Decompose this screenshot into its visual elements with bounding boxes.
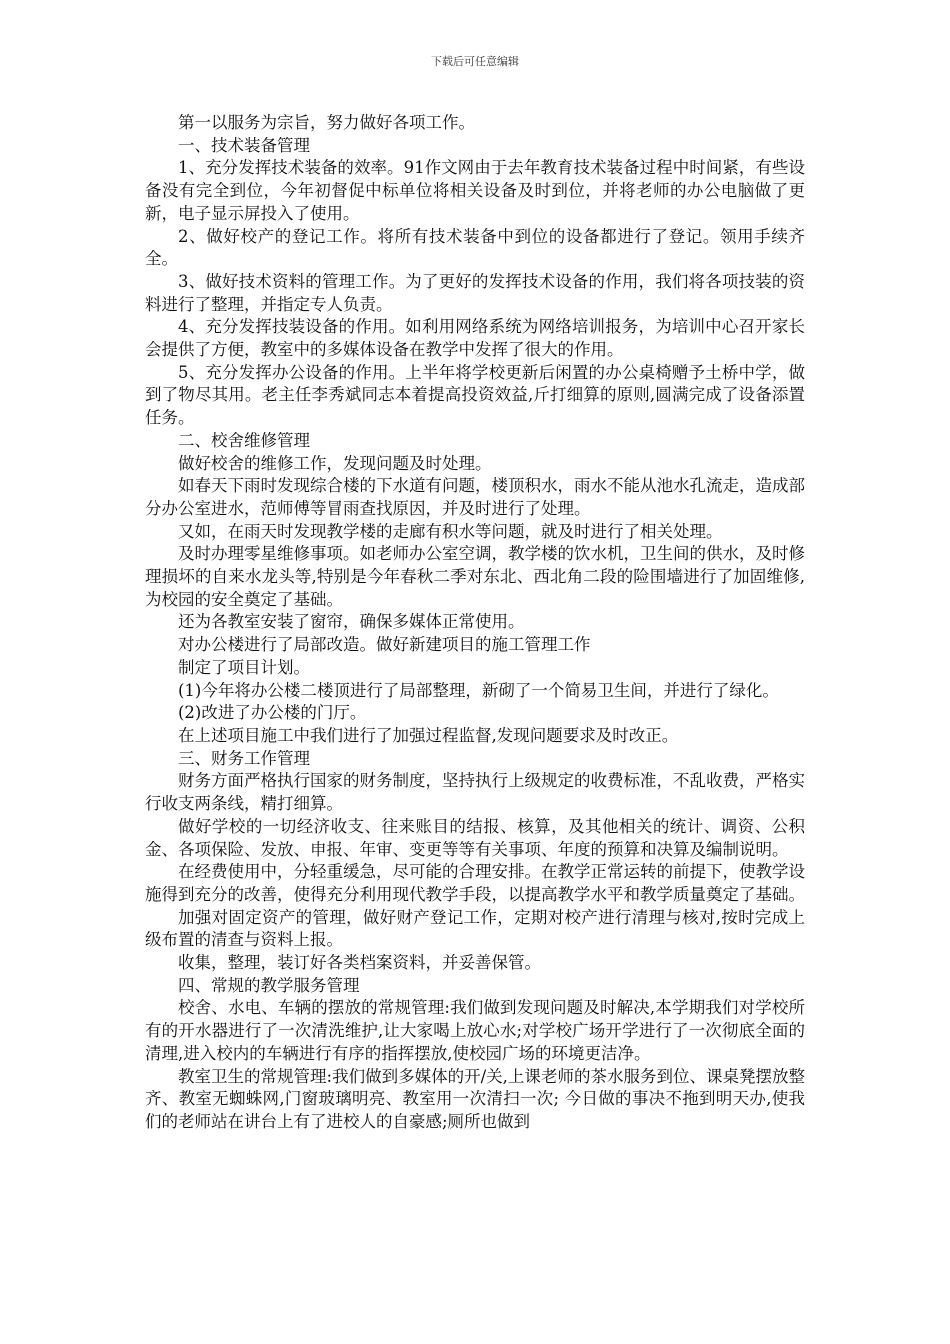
paragraph: 2、做好校产的登记工作。将所有技术装备中到位的设备都进行了登记。领用手续齐全。 bbox=[145, 226, 805, 269]
paragraph: 收集，整理，装订好各类档案资料，并妥善保管。 bbox=[178, 953, 541, 973]
section-heading: 二、校舍维修管理 bbox=[178, 430, 310, 450]
paragraph: (2)改进了办公楼的门厅。 bbox=[178, 703, 367, 723]
paragraph: 又如，在雨天时发现教学楼的走廊有积水等问题，就及时进行了相关处理。 bbox=[178, 521, 723, 541]
document-body bbox=[145, 112, 805, 1134]
paragraph: 4、充分发挥技装设备的作用。如利用网络系统为网络培训报务，为培训中心召开家长会提供了方便，教室中的多媒体设备在教学中发挥了很大的作用。 bbox=[145, 317, 805, 360]
paragraph: 加强对固定资产的管理，做好财产登记工作，定期对校产进行清理与核对,按时完成上级布置的清查与资料上报。 bbox=[145, 907, 805, 950]
page-header: 下载后可任意编辑 bbox=[431, 55, 519, 68]
paragraph: 在上述项目施工中我们进行了加强过程监督,发现问题要求及时改正。 bbox=[178, 725, 679, 745]
paragraph: 及时办理零星维修事项。如老师办公室空调，教学楼的饮水机，卫生间的供水，及时修理损坏的自来水龙头等,特别是今年春秋二季对东北、西北角二段的险围墙进行了加固维修,为校园的安全奠定了基础。 bbox=[145, 544, 805, 609]
paragraph: 做好校舍的维修工作，发现问题及时处理。 bbox=[178, 453, 492, 473]
paragraph: 教室卫生的常规管理:我们做到多媒体的开/关,上课老师的茶水服务到位、课桌凳摆放整齐、教室无蜘蛛网,门窗玻璃明亮、教室用一次清扫一次; 今日做的事决不拖到明天办,使我们的老师站在讲台上有了进校人的自豪感;厕所也做到 bbox=[145, 1066, 805, 1131]
paragraph: 第一以服务为宗旨，努力做好各项工作。 bbox=[178, 113, 475, 132]
paragraph: 1、充分发挥技术装备的效率。91作文网由于去年教育技术装备过程中时间紧，有些设备没有完全到位，今年初督促中标单位将相关设备及时到位，并将老师的办公电脑做了更新，电子显示屏投入了使用。 bbox=[145, 158, 805, 223]
paragraph: 对办公楼进行了局部改造。做好新建项目的施工管理工作 bbox=[178, 635, 591, 655]
paragraph: 在经费使用中，分轻重缓急，尽可能的合理安排。在教学正常运转的前提下，使教学设施得到充分的改善，使得充分利用现代教学手段，以提高教学水平和教学质量奠定了基础。 bbox=[145, 862, 805, 904]
section-heading: 四、常规的教学服务管理 bbox=[178, 975, 360, 995]
paragraph: 还为各教室安装了窗帘，确保多媒体正常使用。 bbox=[178, 612, 525, 632]
paragraph: 财务方面严格执行国家的财务制度，坚持执行上级规定的收费标准，不乱收费，严格实行收支两条线，精打细算。 bbox=[145, 771, 805, 814]
section-heading: 三、财务工作管理 bbox=[178, 748, 310, 768]
paragraph: 3、做好技术资料的管理工作。为了更好的发挥技术设备的作用，我们将各项技装的资料进行了整理，并指定专人负责。 bbox=[145, 271, 805, 314]
paragraph: 校舍、水电、车辆的摆放的常规管理:我们做到发现问题及时解决,本学期我们对学校所有的开水器进行了一次清洗维护,让大家喝上放心水;对学校广场开学进行了一次彻底全面的清理,进入校内的车辆进行有序的指挥摆放,使校园广场的环境更洁净。 bbox=[145, 998, 805, 1063]
paragraph: 制定了项目计划。 bbox=[178, 657, 310, 677]
paragraph: 如春天下雨时发现综合楼的下水道有问题，楼顶积水，雨水不能从池水孔流走，造成部分办公室进水，范师傅等冒雨查找原因，并及时进行了处理。 bbox=[145, 476, 805, 518]
paragraph: (1)今年将办公楼二楼顶进行了局部整理，新砌了一个简易卫生间，并进行了绿化。 bbox=[178, 680, 779, 700]
paragraph: 做好学校的一切经济收支、往来账目的结报、核算，及其他相关的统计、调资、公积金、各项保险、发放、申报、年审、变更等等有关事项、年度的预算和决算及编制说明。 bbox=[145, 816, 805, 859]
section-heading: 一、技术装备管理 bbox=[178, 135, 310, 155]
paragraph: 5、充分发挥办公设备的作用。上半年将学校更新后闲置的办公桌椅赠予土桥中学，做到了物尽其用。老主任李秀斌同志本着提高投资效益,斤打细算的原则,圆满完成了设备添置任务。 bbox=[145, 362, 805, 428]
